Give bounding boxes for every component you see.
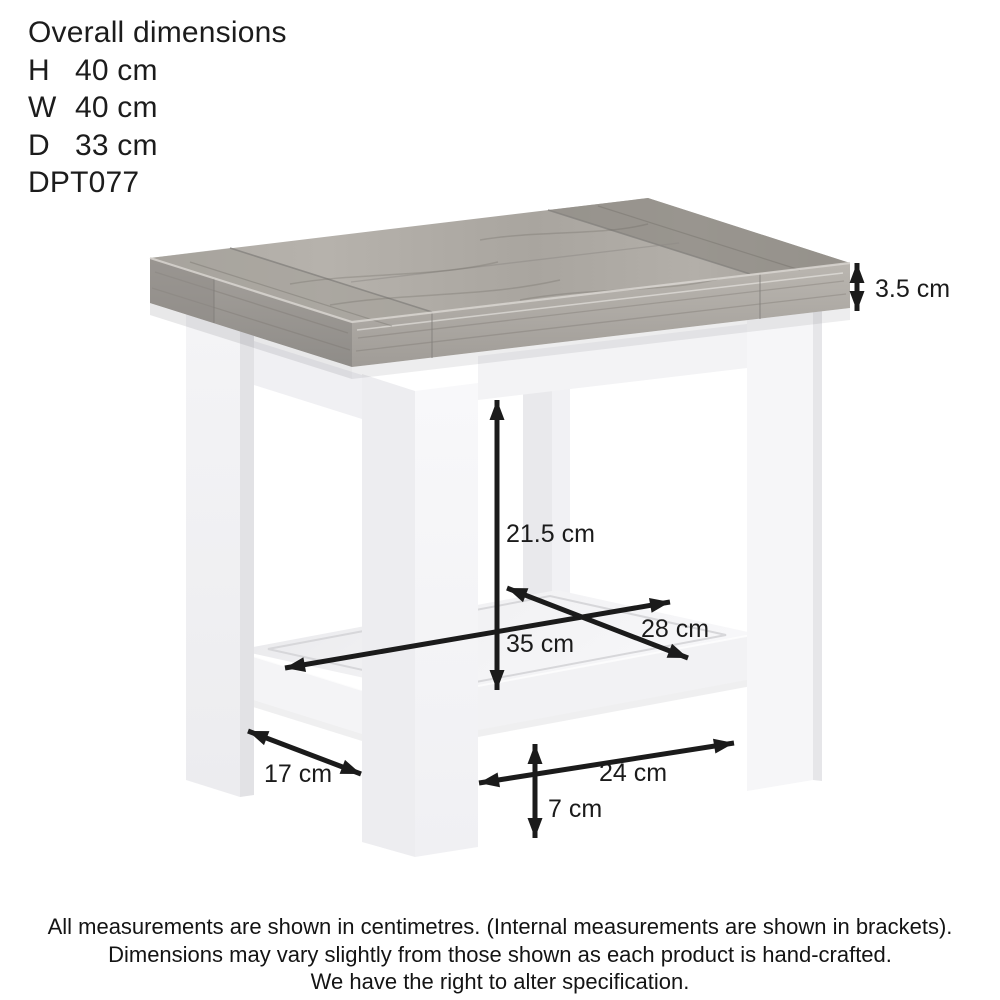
table-leg-front xyxy=(362,374,478,857)
dimension-label-shelf-width: 35 cm xyxy=(505,630,575,658)
dimension-arrow-top-thickness xyxy=(850,263,865,311)
dimension-label-under-shelf-height: 7 cm xyxy=(548,795,603,823)
leg-left-side-face xyxy=(240,327,254,797)
leg-front-right-face xyxy=(415,383,478,857)
disclaimer-line-2: Dimensions may vary slightly from those shown as each product is hand-crafted. xyxy=(108,941,892,967)
disclaimer-line-1: All measurements are shown in centimetres. (Internal measurements are shown in brackets). xyxy=(47,914,953,939)
leg-back-right-face xyxy=(552,384,570,606)
leg-left-front-face xyxy=(186,312,240,797)
leg-right-front-face xyxy=(747,307,813,791)
spec-height-label: H xyxy=(28,53,50,87)
table-leg-right xyxy=(747,307,822,791)
table-leg-left xyxy=(186,312,254,797)
leg-front-left-face xyxy=(362,374,415,857)
dimension-label-top-to-shelf: 21.5 cm xyxy=(506,520,595,548)
spec-depth-label: D xyxy=(28,128,50,162)
dimension-label-shelf-depth: 28 cm xyxy=(640,615,710,643)
product-code: DPT077 xyxy=(28,166,140,200)
measurement-disclaimer xyxy=(0,913,1000,996)
dimension-label-front-gap: 24 cm xyxy=(598,759,668,787)
spec-width-value: 40 cm xyxy=(75,91,158,125)
leg-back-left-face xyxy=(523,386,552,610)
leg-right-side-face xyxy=(813,307,822,781)
spec-width-label: W xyxy=(28,91,57,125)
table-illustration xyxy=(150,198,850,857)
table-leg-back xyxy=(523,384,570,610)
page-title: Overall dimensions xyxy=(28,16,287,49)
dimension-label-top-thickness: 3.5 cm xyxy=(875,275,951,303)
spec-depth-value: 33 cm xyxy=(75,128,158,162)
dimension-arrow-under-shelf-height xyxy=(528,744,543,838)
dimension-label-side-gap: 17 cm xyxy=(263,760,333,788)
disclaimer-line-3: We have the right to alter specification. xyxy=(310,969,690,995)
spec-height-value: 40 cm xyxy=(75,53,158,87)
